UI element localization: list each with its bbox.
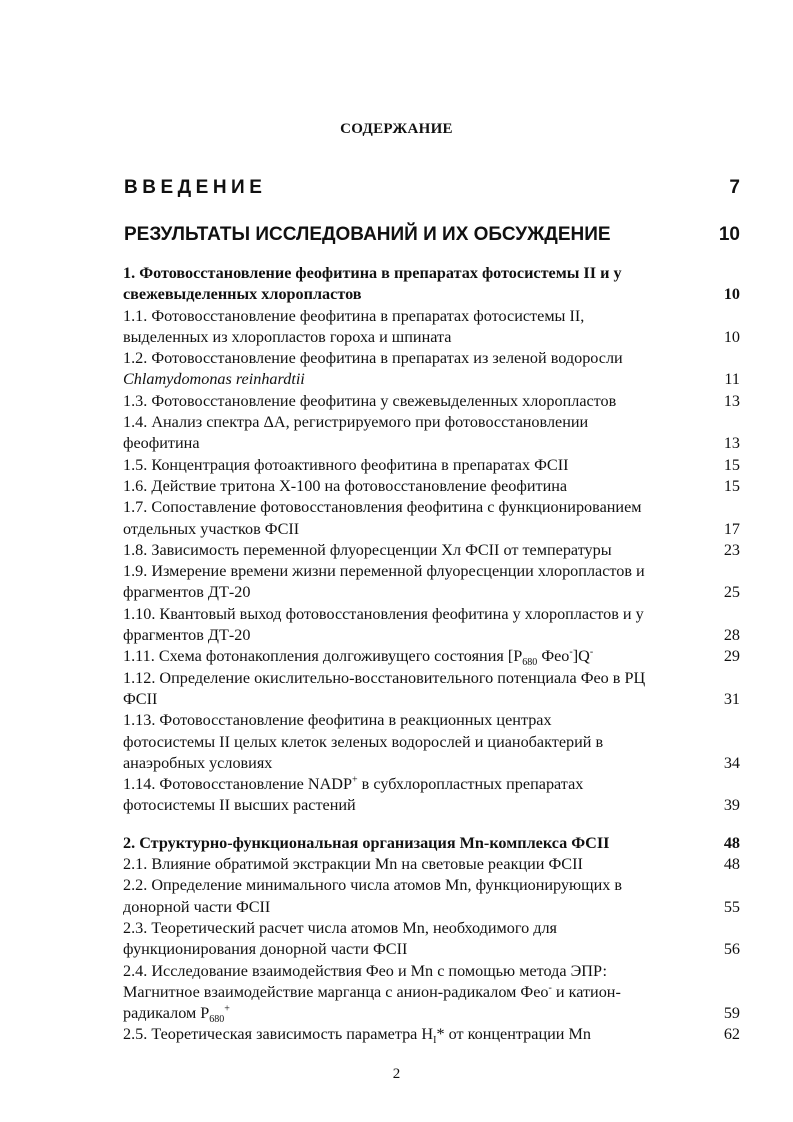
toc-text: Магнитное взаимодействие марганца с анион-радикалом Фео [123, 982, 549, 1001]
toc-page-number: 15 [723, 455, 740, 474]
toc-entry-2-4 [123, 961, 740, 1025]
toc-line: 2.1. Влияние обратимой экстракции Mn на световые реакции ФСII [123, 855, 583, 874]
toc-page-number: 39 [723, 796, 740, 815]
toc-line: 1.1. Фотовосстановление феофитина в препаратах фотосистемы II, [123, 306, 585, 325]
toc-text: 1.14. Фотовосстановление NADP [123, 775, 352, 794]
toc-line: свежевыделенных хлоропластов [123, 285, 362, 304]
toc-page-number: 56 [723, 940, 740, 959]
table-of-contents [123, 263, 740, 1046]
toc-page-number: 10 [718, 224, 740, 245]
toc-line [123, 1003, 710, 1024]
page-title: СОДЕРЖАНИЕ [340, 121, 453, 137]
superscript: + [224, 1003, 230, 1015]
toc-line: фрагментов ДТ-20 [123, 626, 251, 645]
toc-text: и катион- [551, 982, 621, 1001]
toc-chapter-1 [123, 263, 740, 306]
toc-text: радикалом P [123, 1004, 210, 1023]
toc-page-number: 17 [723, 519, 740, 538]
toc-page-number: 10 [723, 327, 740, 346]
toc-line: 1.6. Действие тритона Х-100 на фотовосстановление феофитина [123, 476, 568, 495]
toc-text: ]Q [572, 647, 590, 666]
toc-line: 2. Структурно-функциональная организация Mn-комплекса ФСII [123, 833, 610, 852]
page-number: 2 [392, 1066, 401, 1082]
toc-entry-title: РЕЗУЛЬТАТЫ ИССЛЕДОВАНИЙ И ИХ ОБСУЖДЕНИЕ [124, 224, 611, 245]
toc-entry-results [124, 224, 740, 246]
toc-entry-title: ВВЕДЕНИЕ [124, 177, 267, 198]
toc-page-number: 15 [723, 476, 740, 495]
toc-line: феофитина [123, 434, 200, 453]
toc-entry-2-1 [123, 854, 740, 875]
toc-page-number: 29 [723, 647, 740, 666]
toc-entry-1-8 [123, 540, 740, 561]
superscript: - [569, 646, 573, 658]
toc-page-number: 28 [723, 626, 740, 645]
toc-line: 1.7. Сопоставление фотовосстановления феофитина с функционированием [123, 498, 642, 517]
toc-entry-1-11 [123, 646, 740, 667]
toc-line: 1.10. Квантовый выход фотовосстановления феофитина у хлоропластов и у [123, 604, 644, 623]
toc-line [123, 1024, 710, 1045]
toc-line: фотосистемы II целых клеток зеленых водорослей и цианобактерий в [123, 732, 604, 751]
toc-line: отдельных участков ФСII [123, 519, 300, 538]
toc-entry-1-7 [123, 497, 740, 540]
toc-entry-1-3 [123, 391, 740, 412]
toc-line: ФСII [123, 689, 158, 708]
toc-line: функционирования донорной части ФСII [123, 940, 408, 959]
toc-entry-2-3 [123, 918, 740, 961]
toc-page-number: 23 [723, 540, 740, 559]
subscript: 680 [522, 657, 538, 669]
toc-page-number: 59 [723, 1004, 740, 1023]
toc-line: 2.4. Исследование взаимодействия Фео и Mn с помощью метода ЭПР: [123, 961, 608, 980]
toc-text: 2.5. Теоретическая зависимость параметра H [123, 1025, 434, 1044]
toc-text: 1.11. Схема фотонакопления долгоживущего состояния [P [123, 647, 523, 666]
toc-entry-1-6 [123, 476, 740, 497]
toc-entry-2-2 [123, 875, 740, 918]
toc-chapter-2 [123, 833, 740, 854]
toc-page-number: 31 [723, 689, 740, 708]
toc-entry-1-9 [123, 561, 740, 604]
toc-line: 1.2. Фотовосстановление феофитина в препаратах из зеленой водоросли [123, 349, 623, 368]
toc-page-number: 11 [724, 370, 740, 389]
toc-entry-2-5 [123, 1024, 740, 1045]
toc-entry-introduction [124, 177, 740, 199]
toc-line: 1.4. Анализ спектра ΔА, регистрируемого при фотовосстановлении [123, 413, 589, 432]
toc-entry-1-13 [123, 710, 740, 774]
toc-page-number: 25 [723, 583, 740, 602]
superscript: + [351, 774, 358, 786]
toc-line: донорной части ФСII [123, 897, 271, 916]
toc-line: 2.2. Определение минимального числа атомов Mn, функционирующих в [123, 876, 623, 895]
toc-line: 1.5. Концентрация фотоактивного феофитина в препаратах ФСII [123, 455, 569, 474]
toc-line [123, 646, 710, 667]
toc-line: 1.13. Фотовосстановление феофитина в реакционных центрах [123, 711, 552, 730]
toc-entry-1-12 [123, 668, 740, 711]
toc-line: 2.3. Теоретический расчет числа атомов Mn, необходимого для [123, 918, 557, 937]
toc-line: фотосистемы II высших растений [123, 796, 356, 815]
toc-page-number: 10 [723, 285, 740, 304]
toc-entry-1-5 [123, 455, 740, 476]
toc-line: 1. Фотовосстановление феофитина в препаратах фотосистемы II и у [123, 264, 622, 282]
toc-line: 1.8. Зависимость переменной флуоресценции Хл ФСII от температуры [123, 540, 612, 559]
toc-entry-1-4 [123, 412, 740, 455]
toc-text: Фео [537, 647, 570, 666]
toc-line: 1.3. Фотовосстановление феофитина у свежевыделенных хлоропластов [123, 391, 617, 410]
toc-page-number: 48 [723, 855, 740, 874]
toc-line: выделенных из хлоропластов гороха и шпината [123, 327, 452, 346]
toc-line: фрагментов ДТ-20 [123, 583, 251, 602]
toc-line [123, 774, 710, 795]
toc-entry-1-1 [123, 306, 740, 349]
toc-text: * от концентрации Mn [436, 1025, 591, 1044]
toc-page-number: 13 [723, 434, 740, 453]
subscript: 680 [209, 1014, 225, 1026]
toc-page-number: 7 [729, 177, 740, 198]
toc-entry-1-14 [123, 774, 740, 817]
superscript: - [589, 646, 594, 658]
toc-line [123, 982, 710, 1003]
toc-line: анаэробных условиях [123, 753, 273, 772]
superscript: - [548, 982, 552, 994]
toc-line: 1.12. Определение окислительно-восстановительного потенциала Фео в РЦ [123, 668, 646, 687]
toc-page-number: 55 [723, 897, 740, 916]
toc-entry-1-2 [123, 348, 740, 391]
toc-page-number: 13 [723, 391, 740, 410]
toc-page-number: 34 [723, 753, 740, 772]
toc-page-number: 48 [723, 833, 740, 852]
toc-line: 1.9. Измерение времени жизни переменной флуоресценции хлоропластов и [123, 562, 645, 581]
subscript: I [433, 1035, 437, 1047]
toc-text: в субхлоропластных препаратах [357, 775, 584, 794]
toc-entry-1-10 [123, 604, 740, 647]
toc-page-number: 62 [723, 1025, 740, 1044]
toc-line-species: Chlamydomonas reinhardtii [123, 370, 305, 389]
section-gap [123, 817, 740, 833]
